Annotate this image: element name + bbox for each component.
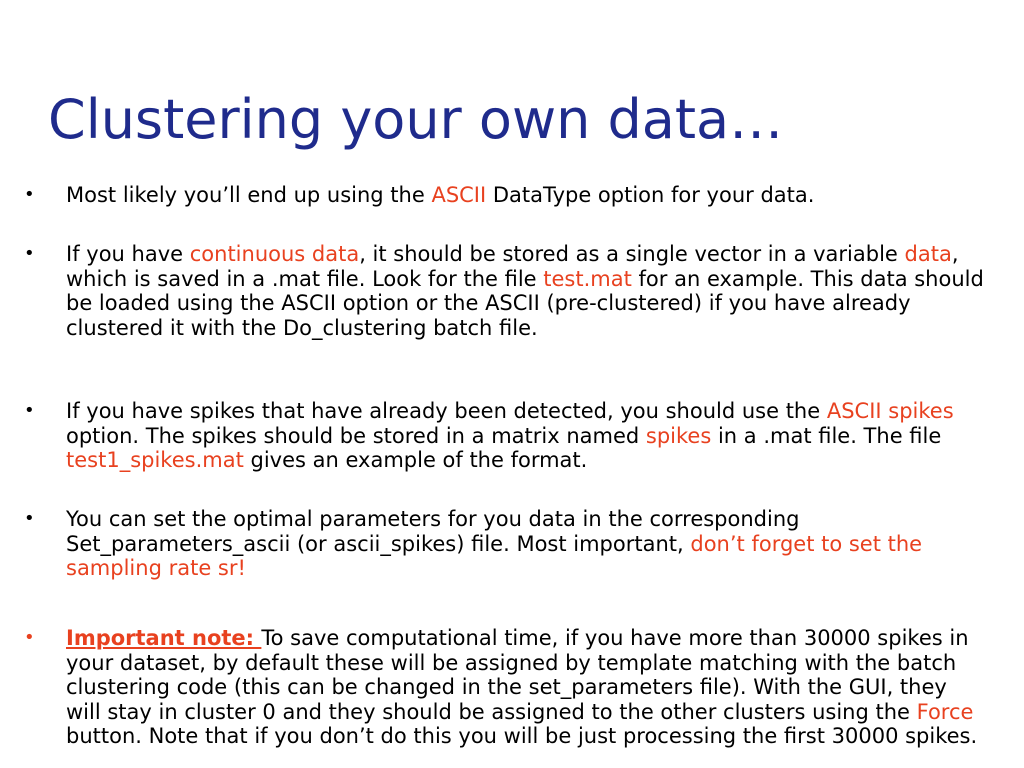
text-run: If you have xyxy=(66,242,190,266)
bullet-marker: • xyxy=(24,627,35,648)
highlight-spikes: spikes xyxy=(645,423,712,448)
highlight-ascii-spikes: ASCII spikes xyxy=(826,399,954,423)
bullet-item-important-note xyxy=(24,626,984,749)
text-run: Most likely you’ll end up using the xyxy=(66,183,432,207)
text-run: button. Note that if you don’t do this you will be just processing the first 30000 spikes. xyxy=(66,724,978,749)
highlight-test1-spikes-mat: test1_spikes.mat xyxy=(66,448,244,473)
bullet-text xyxy=(66,242,984,340)
bullet-text xyxy=(66,399,984,473)
bullet-item xyxy=(24,242,984,340)
highlight-continuous-data: continuous data xyxy=(189,242,360,266)
slide-title: Clustering your own data… xyxy=(48,88,784,151)
text-run: To save computational time, if you have more than 30000 spikes in your dataset, by default these will be assigned by template matching with the batch clustering code (this can be changed in the set_parameters file). With the GUI, they will stay in cluster 0 and they should be assigned to the other clusters using the xyxy=(66,626,969,724)
highlight-sampling-rate: don’t forget to set the sampling rate sr! xyxy=(66,531,923,581)
highlight-ascii: ASCII xyxy=(431,183,487,207)
important-note-label: Important note: xyxy=(66,626,262,650)
text-run: DataType option for your data. xyxy=(486,183,815,207)
text-run: option. The spikes should be stored in a matrix named xyxy=(66,423,646,448)
text-run: You can set the optimal parameters for you data in the corresponding Set_parameters_ascii (or ascii_spikes) file. Most important, xyxy=(66,507,800,556)
text-run: , it should be stored as a single vector in a variable xyxy=(359,242,905,266)
highlight-force: Force xyxy=(916,699,974,724)
text-run: gives an example of the format. xyxy=(243,448,588,473)
bullet-marker: • xyxy=(24,184,35,205)
highlight-data: data xyxy=(904,242,952,266)
bullet-marker: • xyxy=(24,400,35,421)
text-run: in a .mat file. The file xyxy=(711,423,942,448)
text-run: If you have spikes that have already been detected, you should use the xyxy=(66,399,827,423)
text-run: for an example. This data should be loaded using the ASCII option or the ASCII (pre-clustered) if you have already clustered it with the Do_clustering batch file. xyxy=(66,266,984,340)
bullet-item xyxy=(24,183,984,208)
highlight-test-mat: test.mat xyxy=(543,266,632,291)
bullet-text xyxy=(66,507,984,581)
text-run: , which is saved in a .mat file. Look for the file xyxy=(66,242,959,291)
bullet-text xyxy=(66,183,984,208)
bullet-text xyxy=(66,626,984,749)
bullet-marker: • xyxy=(24,508,35,529)
bullet-item xyxy=(24,507,984,581)
bullet-item xyxy=(24,399,984,473)
bullet-marker: • xyxy=(24,243,35,264)
